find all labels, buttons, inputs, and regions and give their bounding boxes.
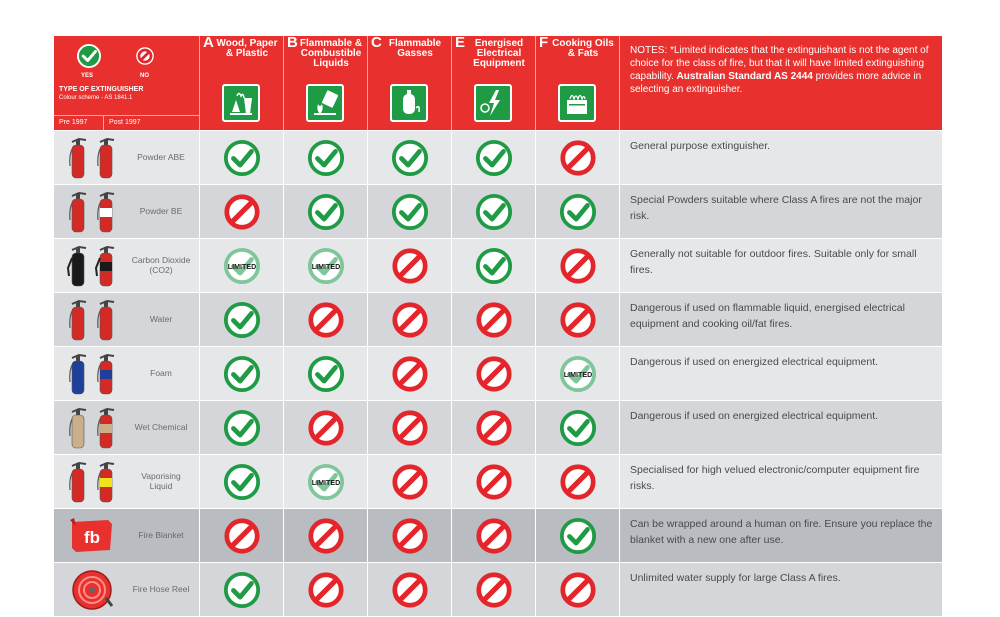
yes-mark-icon (368, 185, 452, 238)
colour-scheme: Colour scheme - AS 1841.1 (59, 95, 133, 101)
yes-mark-icon (452, 239, 536, 292)
limited-label: LIMITED (311, 262, 340, 271)
pre-1997-label: Pre 1997 (54, 116, 104, 130)
class-b-header: B Flammable & Combustible Liquids (284, 36, 368, 130)
fire-blanket-icon (68, 516, 116, 556)
extinguisher-row (54, 292, 942, 346)
extinguisher-name: Powder ABE (137, 151, 185, 162)
post-1997-extinguisher-icon (95, 244, 117, 288)
yes-mark-icon (200, 293, 284, 346)
wood-paper-plastic-icon (222, 84, 260, 122)
yes-mark-icon (200, 455, 284, 508)
no-mark-icon (452, 293, 536, 346)
extinguisher-name: Water (149, 313, 173, 324)
extinguisher-name: Carbon Dioxide (CO2) (131, 255, 191, 275)
extinguisher-description: Dangerous if used on flammable liquid, energised electrical equipment and cooking oil/fat fires. (620, 293, 942, 346)
no-mark-icon (536, 131, 620, 184)
no-mark-icon (536, 563, 620, 616)
post-1997-extinguisher-icon (95, 460, 117, 504)
limited-mark-icon (536, 347, 620, 400)
extinguisher-name: Wet Chemical (134, 421, 188, 432)
no-mark-icon (452, 401, 536, 454)
extinguisher-row (54, 562, 942, 616)
yes-mark-icon (284, 185, 368, 238)
yes-mark-icon (368, 131, 452, 184)
no-mark-icon (368, 563, 452, 616)
extinguisher-chart (54, 36, 942, 616)
extinguisher-row (54, 130, 942, 184)
legend-cell (54, 36, 200, 130)
limited-label: LIMITED (563, 370, 592, 379)
extinguisher-row (54, 346, 942, 400)
no-mark-icon (368, 347, 452, 400)
extinguisher-type (54, 239, 200, 292)
yes-label: YES (81, 73, 94, 79)
yes-mark-icon (452, 185, 536, 238)
limited-mark-icon (284, 239, 368, 292)
extinguisher-row (54, 508, 942, 562)
extinguisher-row (54, 184, 942, 238)
fire-hose-reel-icon (70, 568, 114, 612)
post-1997-extinguisher-icon (95, 190, 117, 234)
pre-1997-extinguisher-icon (67, 136, 89, 180)
pre-1997-extinguisher-icon (67, 352, 89, 396)
extinguisher-description: Dangerous if used on energized electrical equipment. (620, 401, 942, 454)
yes-mark-icon (200, 563, 284, 616)
extinguisher-name: Powder BE (139, 205, 183, 216)
pre-1997-extinguisher-icon (67, 190, 89, 234)
extinguisher-name: Fire Blanket (138, 529, 184, 540)
limited-label: LIMITED (227, 262, 256, 271)
no-mark-icon (368, 455, 452, 508)
no-mark-icon (200, 185, 284, 238)
yes-mark-icon (200, 347, 284, 400)
extinguisher-type (54, 347, 200, 400)
no-mark-icon (284, 401, 368, 454)
pre-1997-extinguisher-icon (67, 244, 89, 288)
extinguisher-type (54, 455, 200, 508)
electrical-icon (474, 84, 512, 122)
cooking-fryer-icon (558, 84, 596, 122)
yes-mark-icon (536, 185, 620, 238)
flammable-liquids-icon (306, 84, 344, 122)
pre-1997-extinguisher-icon (67, 460, 89, 504)
yes-mark-icon (536, 509, 620, 562)
extinguisher-description: Can be wrapped around a human on fire. Ensure you replace the blanket with a new one after use. (620, 509, 942, 562)
notes-cell: NOTES: *Limited indicates that the extinguishant is not the agent of choice for the class of fire, but that it will have limited extinguishing capability. Australian Standard AS 2444 provides more advice in selecting an extinguisher. (620, 36, 942, 130)
extinguisher-name: Foam (150, 367, 172, 378)
yes-check-icon (76, 43, 102, 69)
no-prohibit-icon (134, 45, 156, 67)
no-mark-icon (368, 509, 452, 562)
post-1997-extinguisher-icon (95, 136, 117, 180)
pre-1997-extinguisher-icon (67, 298, 89, 342)
no-mark-icon (200, 509, 284, 562)
extinguisher-type (54, 185, 200, 238)
extinguisher-description: Generally not suitable for outdoor fires. Suitable only for small fires. (620, 239, 942, 292)
extinguisher-type (54, 401, 200, 454)
extinguisher-description: Specialised for high velued electronic/computer equipment fire risks. (620, 455, 942, 508)
header-row (54, 36, 942, 130)
yes-mark-icon (200, 131, 284, 184)
extinguisher-rows (54, 130, 942, 616)
no-mark-icon (284, 563, 368, 616)
extinguisher-name: Fire Hose Reel (132, 583, 190, 594)
no-mark-icon (452, 509, 536, 562)
extinguisher-description: Unlimited water supply for large Class A fires. (620, 563, 942, 616)
post-1997-label: Post 1997 (109, 119, 141, 126)
extinguisher-description: Dangerous if used on energized electrical equipment. (620, 347, 942, 400)
extinguisher-type (54, 563, 200, 616)
extinguisher-type (54, 131, 200, 184)
post-1997-extinguisher-icon (95, 406, 117, 450)
blanket-logo: fb (83, 527, 100, 547)
no-mark-icon (284, 293, 368, 346)
extinguisher-description: Special Powders suitable where Class A fires are not the major risk. (620, 185, 942, 238)
class-a-header: A Wood, Paper & Plastic (200, 36, 284, 130)
pre-1997-extinguisher-icon (67, 406, 89, 450)
limited-label: LIMITED (311, 478, 340, 487)
class-c-header: C Flammable Gasses (368, 36, 452, 130)
yes-mark-icon (536, 401, 620, 454)
legend-title: TYPE OF EXTINGUISHER Colour scheme - AS 1841.1 (59, 86, 144, 101)
no-mark-icon (284, 509, 368, 562)
no-mark-icon (368, 239, 452, 292)
post-1997-extinguisher-icon (95, 298, 117, 342)
yes-mark-icon (284, 347, 368, 400)
no-mark-icon (536, 293, 620, 346)
class-f-header: F Cooking Oils & Fats (536, 36, 620, 130)
extinguisher-type (54, 509, 200, 562)
no-mark-icon (368, 401, 452, 454)
extinguisher-row (54, 454, 942, 508)
no-label: NO (140, 73, 149, 79)
no-mark-icon (368, 293, 452, 346)
post-1997-extinguisher-icon (95, 352, 117, 396)
no-mark-icon (536, 239, 620, 292)
yes-mark-icon (452, 131, 536, 184)
limited-mark-icon (284, 455, 368, 508)
extinguisher-name: Vaporising Liquid (141, 471, 181, 491)
no-mark-icon (536, 455, 620, 508)
limited-mark-icon (200, 239, 284, 292)
gas-cylinder-icon (390, 84, 428, 122)
class-e-header: E Energised Electrical Equipment (452, 36, 536, 130)
yes-mark-icon (284, 131, 368, 184)
extinguisher-row (54, 400, 942, 454)
yes-mark-icon (200, 401, 284, 454)
extinguisher-row (54, 238, 942, 292)
no-mark-icon (452, 455, 536, 508)
no-mark-icon (452, 563, 536, 616)
no-mark-icon (452, 347, 536, 400)
extinguisher-type (54, 293, 200, 346)
extinguisher-description: General purpose extinguisher. (620, 131, 942, 184)
